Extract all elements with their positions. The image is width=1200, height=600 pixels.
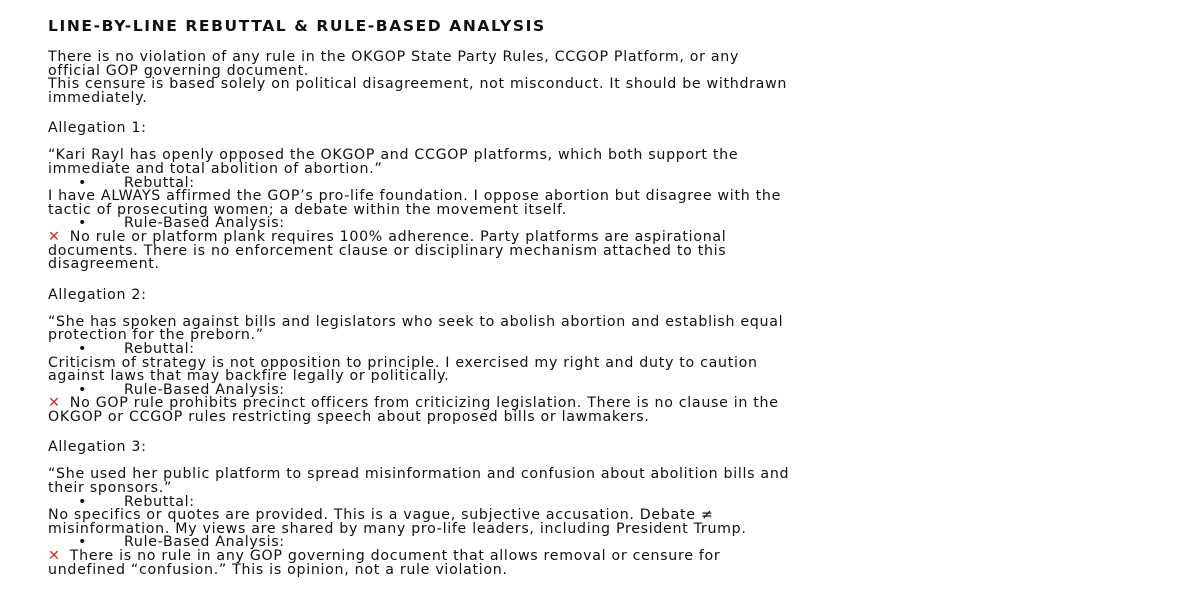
analysis-heading	[48, 381, 1152, 398]
analysis-block	[48, 397, 1152, 424]
allegation-quote: “She used her public platform to spread misinformation and confusion about abolition bills and	[48, 466, 790, 483]
analysis-text: OKGOP or CCGOP rules restricting speech about proposed bills or lawmakers.	[48, 408, 650, 425]
rebuttal-text: Criticism of strategy is not opposition to principle. I exercised my right and duty to caution	[48, 354, 758, 371]
analysis-text: disagreement.	[48, 256, 160, 273]
rebuttal-heading	[48, 493, 1152, 510]
rebuttal-text: No specifics or quotes are provided. This is a vague, subjective accusation. Debate ≠	[48, 507, 714, 524]
analysis-line: There is no rule in any GOP governing document that allows removal or censure for	[64, 548, 721, 565]
red-x-icon: ✕	[48, 228, 61, 245]
analysis-label: Rule-Based Analysis:	[124, 534, 285, 551]
intro-line: immediately.	[48, 89, 148, 106]
allegation-quote: “Kari Rayl has openly opposed the OKGOP and CCGOP platforms, which both support the	[48, 147, 739, 164]
analysis-text: undefined “confusion.” This is opinion, not a rule violation.	[48, 561, 508, 578]
bullet-icon: •	[78, 381, 88, 398]
analysis-line: No GOP rule prohibits precinct officers from criticizing legislation. There is no clause in the	[64, 395, 779, 412]
allegation-3-section	[48, 440, 1152, 577]
allegation-quote: “She has spoken against bills and legislators who seek to abolish abortion and establish equal	[48, 313, 784, 330]
bullet-icon: •	[78, 174, 88, 191]
allegation-2-section	[48, 288, 1152, 425]
rebuttal-label: Rebuttal:	[124, 340, 195, 357]
red-x-icon: ✕	[48, 548, 61, 565]
analysis-line: No rule or platform plank requires 100% adherence. Party platforms are aspirational	[64, 228, 727, 245]
rebuttal-text: I have ALWAYS affirmed the GOP’s pro-life foundation. I oppose abortion but disagree with the	[48, 188, 781, 205]
allegation-quote: protection for the preborn.”	[48, 327, 264, 344]
analysis-heading	[48, 536, 1152, 550]
analysis-text: documents. There is no enforcement clause or disciplinary mechanism attached to this	[48, 242, 727, 259]
allegation-quote: immediate and total abolition of abortion.”	[48, 160, 383, 177]
rebuttal-text: misinformation. My views are shared by many pro-life leaders, including President Trump.	[48, 520, 747, 537]
allegation-label: Allegation 3:	[48, 439, 147, 456]
document-title: LINE-BY-LINE REBUTTAL & RULE-BASED ANALYSIS	[48, 17, 546, 35]
rebuttal-text: tactic of prosecuting women; a debate within the movement itself.	[48, 201, 567, 218]
rebuttal-text: against laws that may backfire legally or politically.	[48, 368, 450, 385]
analysis-heading	[48, 217, 1152, 231]
allegation-quote: their sponsors.”	[48, 480, 172, 497]
analysis-label: Rule-Based Analysis:	[124, 381, 285, 398]
allegation-label: Allegation 2:	[48, 286, 147, 303]
rebuttal-label: Rebuttal:	[124, 493, 195, 510]
intro-line: There is no violation of any rule in the OKGOP State Party Rules, CCGOP Platform, or any	[48, 49, 740, 65]
allegation-label: Allegation 1:	[48, 120, 147, 137]
analysis-block	[48, 550, 1152, 577]
analysis-block	[48, 228, 1152, 273]
bullet-icon: •	[78, 534, 88, 551]
intro-line: official GOP governing document.	[48, 62, 310, 79]
rebuttal-heading	[48, 340, 1152, 357]
red-x-icon: ✕	[48, 395, 61, 412]
rebuttal-heading	[48, 174, 1152, 191]
bullet-icon: •	[78, 493, 88, 510]
intro-section	[48, 51, 1152, 105]
analysis-label: Rule-Based Analysis:	[124, 215, 285, 232]
bullet-icon: •	[78, 340, 88, 357]
bullet-icon: •	[78, 215, 88, 232]
rebuttal-label: Rebuttal:	[124, 174, 195, 191]
intro-line: This censure is based solely on political disagreement, not misconduct. It should be withdrawn	[48, 76, 788, 93]
allegation-1-section	[48, 121, 1152, 271]
